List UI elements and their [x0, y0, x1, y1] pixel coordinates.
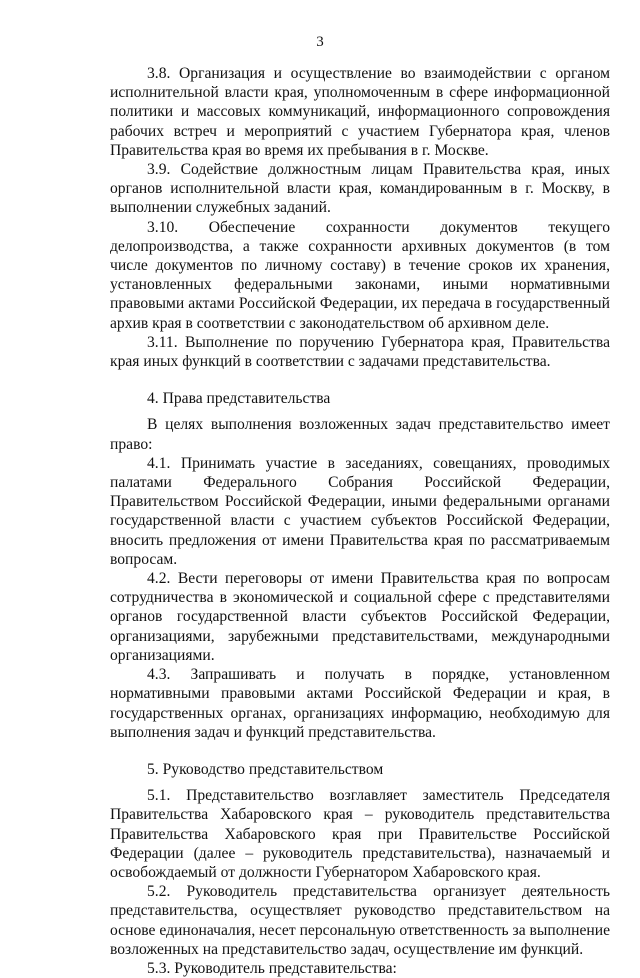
section-4-intro: В целях выполнения возложенных задач представительство имеет право:: [110, 416, 610, 453]
document-body: [110, 64, 610, 978]
section-heading-4: 4. Права представительства: [147, 390, 331, 408]
paragraph-3-11: 3.11. Выполнение по поручению Губернатора края, Правительства края иных функций в соответствии с задачами представительства.: [110, 333, 610, 371]
paragraph-5-1: 5.1. Представительство возглавляет заместитель Председателя Правительства Хабаровского края – руководитель представительства Правительства Хабаровского края при Правительстве Российской Федерации (далее – руководитель представительства), назначаемый и освобождаемый от должности Губернатором Хабаровского края.: [110, 787, 610, 881]
paragraph-4-2: 4.2. Вести переговоры от имени Правительства края по вопросам сотрудничества в экономической и социальной сфере с представителями органов государственной власти субъектов Российской Федерации, организациями, зарубежными представительствами, международными организациями.: [110, 570, 610, 664]
paragraph-5-2: 5.2. Руководитель представительства организует деятельность представительства, осуществляет руководство представительством на основе единоначалия, несет персональную ответственность за выполнение возложенных на представительство задач, осуществление им функций.: [110, 883, 610, 958]
paragraph-4-3: 4.3. Запрашивать и получать в порядке, установленном нормативными правовыми актами Российской Федерации и края, в государственных органах, организациях информацию, необходимую для выполнения задач и функций представительства.: [110, 666, 610, 741]
paragraph-3-9: 3.9. Содействие должностным лицам Правительства края, иных органов исполнительной власти края, командированным в г. Москву, в выполнении служебных заданий.: [110, 161, 610, 217]
paragraph-3-10: 3.10. Обеспечение сохранности документов текущего делопроизводства, а также сохранности архивных документов (в том числе документов по личному составу) в течение сроков их хранения, установленных федеральными законами, иными нормативными правовыми актами Российской Федерации, их передача в государственный архив края в соответствии с законодательством об архивном деле.: [110, 218, 610, 332]
paragraph-5-3: 5.3. Руководитель представительства:: [147, 959, 397, 977]
paragraph-4-1: 4.1. Принимать участие в заседаниях, совещаниях, проводимых палатами Федерального Собрания Российской Федерации, Правительством Российской Федерации, иными федеральными органами государственной власти с участием субъектов Российской Федерации, вносить предложения от имени Правительства края по рассматриваемым вопросам.: [110, 454, 610, 568]
paragraph-3-8: 3.8. Организация и осуществление во взаимодействии с органом исполнительной власти края, уполномоченным в сфере информационной политики и массовых коммуникаций, информационного сопровождения рабочих встреч и мероприятий с участием Губернатора края, членов Правительства края во время их пребывания в г. Москве.: [110, 65, 610, 159]
page-number: 3: [316, 34, 324, 50]
section-heading-5: 5. Руководство представительством: [147, 760, 384, 778]
